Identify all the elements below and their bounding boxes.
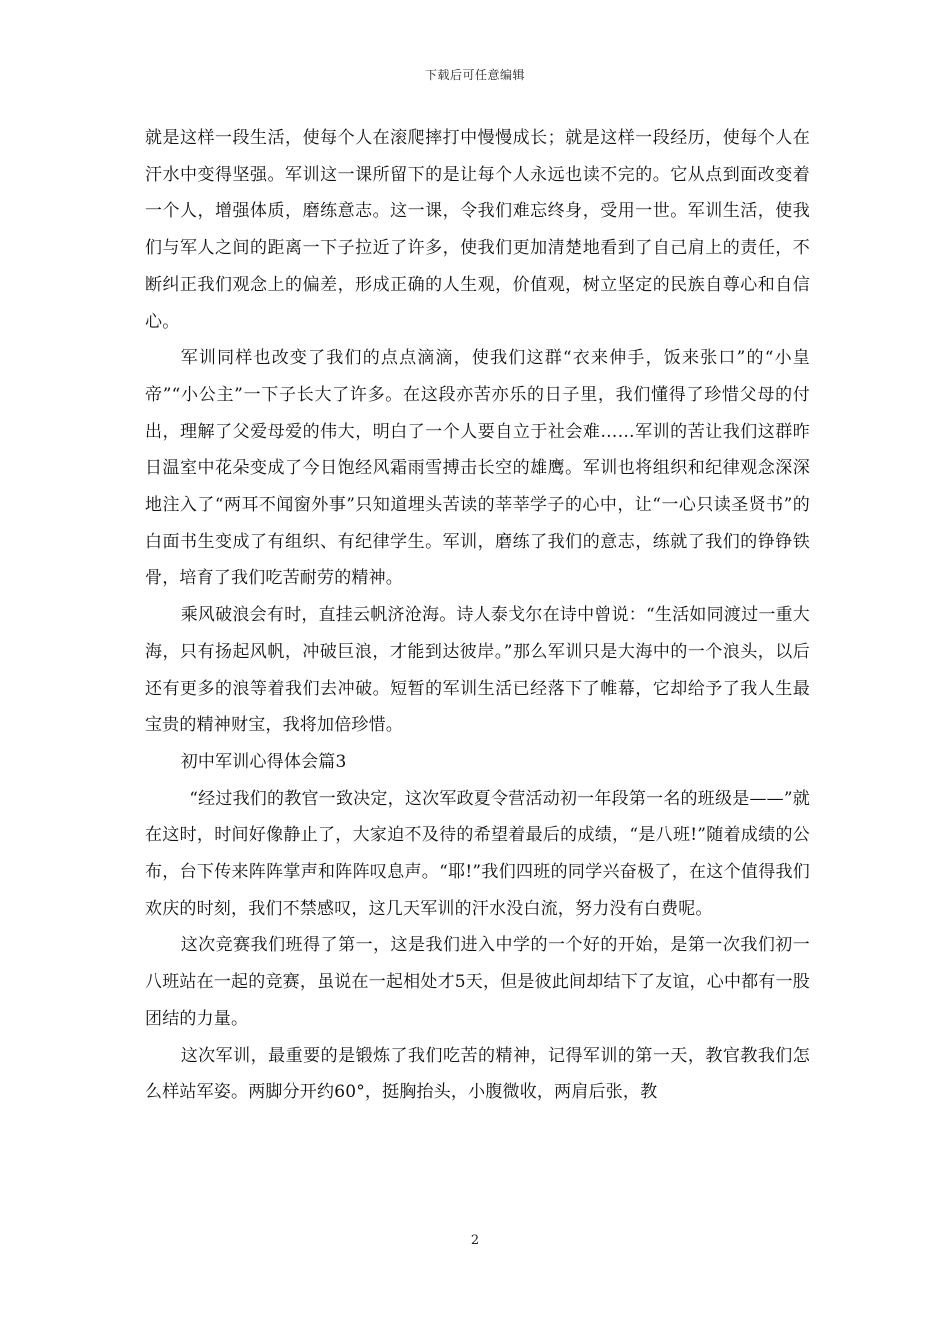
- paragraph-5: 这次竞赛我们班得了第一，这是我们进入中学的一个好的开始，是第一次我们初一八班站在一起的竞赛，虽说在一起相处才5天，但是彼此间却结下了友谊，心中都有一股团结的力量。: [145, 935, 810, 1029]
- paragraph-1: 就是这样一段生活，使每个人在滚爬摔打中慢慢成长；就是这样一段经历，使每个人在汗水中变得坚强。军训这一课所留下的是让每个人永远也读不完的。它从点到面改变着一个人，增强体质，磨练意志。这一课，令我们难忘终身，受用一世。军训生活，使我们与军人之间的距离一下子拉近了许多，使我们更加清楚地看到了自己肩上的责任，不断纠正我们观念上的偏差，形成正确的人生观，价值观，树立坚定的民族自尊心和自信心。: [145, 128, 810, 332]
- paragraph-3: 乘风破浪会有时，直挂云帆济沧海。诗人泰戈尔在诗中曾说：“生活如同渡过一重大海，只有扬起风帆，冲破巨浪，才能到达彼岸。”那么军训只是大海中的一个浪头，以后还有更多的浪等着我们去冲破。短暂的军训生活已经落下了帷幕，它却给予了我人生最宝贵的精神财宝，我将加倍珍惜。: [145, 605, 810, 736]
- page-number: 2: [470, 1233, 480, 1248]
- paragraph-2: 军训同样也改变了我们的点点滴滴，使我们这群“衣来伸手，饭来张口”的“小皇帝”“小公主”一下子长大了许多。在这段亦苦亦乐的日子里，我们懂得了珍惜父母的付出，理解了父爱母爱的伟大，明白了一个人要自立于社会难……军训的苦让我们这群昨日温室中花朵变成了今日饱经风霜雨雪搏击长空的雄鹰。军训也将组织和纪律观念深深地注入了“两耳不闻窗外事”只知道埋头苦读的莘莘学子的心中，让“一心只读圣贤书”的白面书生变成了有组织、有纪律学生。军训，磨练了我们的意志，练就了我们的铮铮铁骨，培育了我们吃苦耐劳的精神。: [145, 348, 810, 589]
- document-body: [145, 120, 810, 1111]
- paragraph-4: “经过我们的教官一致决定，这次军政夏令营活动初一年段第一名的班级是——”就在这时，时间好像静止了，大家迫不及待的希望着最后的成绩，“是八班!”随着成绩的公布，台下传来阵阵掌声和阵阵叹息声。“耶!”我们四班的同学兴奋极了，在这个值得我们欢庆的时刻，我们不禁感叹，这几天军训的汗水没白流，努力没有白费呢。: [145, 788, 810, 919]
- section-title: 初中军训心得体会篇3: [180, 751, 347, 772]
- paragraph-6: 这次军训，最重要的是锻炼了我们吃苦的精神，记得军训的第一天，教官教我们怎么样站军姿。两脚分开约60°，挺胸抬头，小腹微收，两肩后张，教: [145, 1045, 810, 1103]
- page-header: 下载后可任意编辑: [424, 68, 525, 82]
